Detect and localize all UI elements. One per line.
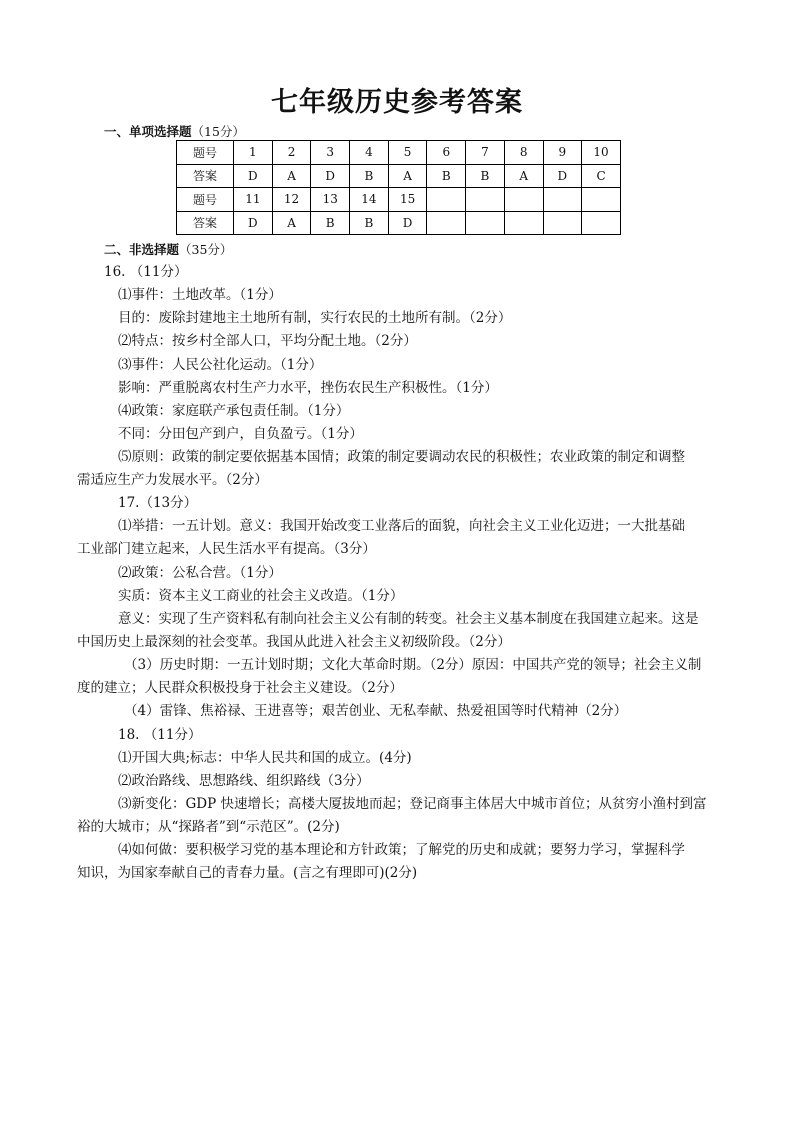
table-cell (427, 211, 466, 235)
table-cell: 9 (543, 141, 582, 165)
section-1-title: 一、单项选择题 (104, 124, 192, 139)
q17-line-9: （4）雷锋、焦裕禄、王进喜等；艰苦创业、无私奉献、热爱祖国等时代精神（2分） (124, 703, 628, 719)
q17-line-7: （3）历史时期：一五计划时期；文化大革命时期。（2分）原因：中国共产党的领导；社会主义制 (124, 657, 702, 673)
row-label: 题号 (177, 141, 234, 165)
q16-line-1: ⑴事件：土地改革。（1分） (118, 287, 282, 303)
q16-line-2: 目的：废除封建地主土地所有制，实行农民的土地所有制。（2分） (118, 310, 512, 326)
q16-header: 16. （11分） (104, 264, 188, 280)
table-cell (582, 188, 621, 212)
q17-line-6: 中国历史上最深刻的社会变革。我国从此进入社会主义初级阶段。（2分） (77, 634, 511, 650)
table-cell: D (234, 211, 273, 235)
q18-line-2: ⑵政治路线、思想路线、组织路线（3分） (118, 773, 370, 789)
table-cell: D (388, 211, 427, 235)
table-cell: D (311, 164, 350, 188)
table-cell: A (388, 164, 427, 188)
q16-line-5: 影响：严重脱离农村生产力水平，挫伤农民生产积极性。（1分） (118, 380, 498, 396)
q17-line-5: 意义：实现了生产资料私有制向社会主义公有制的转变。社会主义基本制度在我国建立起来。这是 (118, 611, 699, 627)
q17-line-1: ⑴举措：一五计划。意义：我国开始改变工业落后的面貌，向社会主义工业化迈进；一大批基础 (118, 518, 685, 534)
q17-line-4: 实质：资本主义工商业的社会主义改造。（1分） (118, 588, 404, 604)
row-label: 题号 (177, 188, 234, 212)
table-cell: A (272, 164, 311, 188)
table-cell: 7 (466, 141, 505, 165)
table-cell: B (466, 164, 505, 188)
row-label: 答案 (177, 164, 234, 188)
table-cell: B (350, 211, 389, 235)
section-2-title: 二、非选择题 (104, 242, 180, 257)
table-row (177, 211, 621, 235)
table-cell: C (582, 164, 621, 188)
q17-line-2: 工业部门建立起来，人民生活水平有提高。（3分） (77, 541, 376, 557)
section-2-points: （35分） (179, 242, 233, 257)
table-cell: 14 (350, 188, 389, 212)
table-cell: 13 (311, 188, 350, 212)
q16-line-7: 不同：分田包产到户，自负盈亏。（1分） (118, 426, 363, 442)
table-cell: B (311, 211, 350, 235)
table-cell: 15 (388, 188, 427, 212)
q18-line-1: ⑴开国大典;标志：中华人民共和国的成立。(4分) (118, 750, 412, 766)
table-cell: 2 (272, 141, 311, 165)
table-cell (582, 211, 621, 235)
table-cell: 10 (582, 141, 621, 165)
table-cell: D (543, 164, 582, 188)
table-cell: 6 (427, 141, 466, 165)
q18-line-5: ⑷如何做：要积极学习党的基本理论和方针政策；了解党的历史和成就；要努力学习，掌握科学 (118, 842, 685, 858)
section-1-heading (104, 122, 245, 140)
q16-line-6: ⑷政策：家庭联产承包责任制。（1分） (118, 403, 350, 419)
page-title: 七年级历史参考答案 (271, 87, 523, 118)
row-label: 答案 (177, 211, 234, 235)
table-cell: D (234, 164, 273, 188)
table-cell: B (350, 164, 389, 188)
section-2-heading (104, 240, 232, 258)
table-cell: B (427, 164, 466, 188)
table-cell: 5 (388, 141, 427, 165)
table-cell (466, 188, 505, 212)
table-row (177, 164, 621, 188)
q18-line-4: 裕的大城市；从“探路者”到“示范区”。(2分) (77, 819, 340, 835)
table-cell: 4 (350, 141, 389, 165)
table-row (177, 141, 621, 165)
q16-line-4: ⑶事件：人民公社化运动。（1分） (118, 357, 323, 373)
table-row (177, 188, 621, 212)
table-cell (427, 188, 466, 212)
table-cell (504, 211, 543, 235)
q18-line-3: ⑶新变化：GDP 快速增长；高楼大厦拔地而起；登记商事主体居大中城市首位；从贫穷小渔村到富 (118, 796, 707, 812)
q18-header: 18. （11分） (118, 727, 202, 743)
q16-line-8: ⑸原则：政策的制定要依据基本国情；政策的制定要调动农民的积极性；农业政策的制定和调整 (118, 449, 685, 465)
q17-header: 17.（13分） (118, 495, 198, 511)
table-cell (543, 211, 582, 235)
q18-line-6: 知识，为国家奉献自己的青春力量。(言之有理即可)(2分) (77, 865, 418, 881)
table-cell: 8 (504, 141, 543, 165)
q16-line-9: 需适应生产力发展水平。（2分） (77, 472, 268, 488)
table-cell: A (272, 211, 311, 235)
table-cell: A (504, 164, 543, 188)
q17-line-8: 度的建立；人民群众积极投身于社会主义建设。（2分） (77, 680, 403, 696)
table-cell (543, 188, 582, 212)
q17-line-3: ⑵政策：公私合营。（1分） (118, 565, 282, 581)
table-cell: 3 (311, 141, 350, 165)
table-cell (466, 211, 505, 235)
table-cell (504, 188, 543, 212)
table-cell: 1 (234, 141, 273, 165)
table-cell: 12 (272, 188, 311, 212)
table-cell: 11 (234, 188, 273, 212)
q16-line-3: ⑵特点：按乡村全部人口，平均分配土地。（2分） (118, 333, 417, 349)
answer-table (176, 140, 621, 235)
section-1-points: （15分） (191, 124, 245, 139)
